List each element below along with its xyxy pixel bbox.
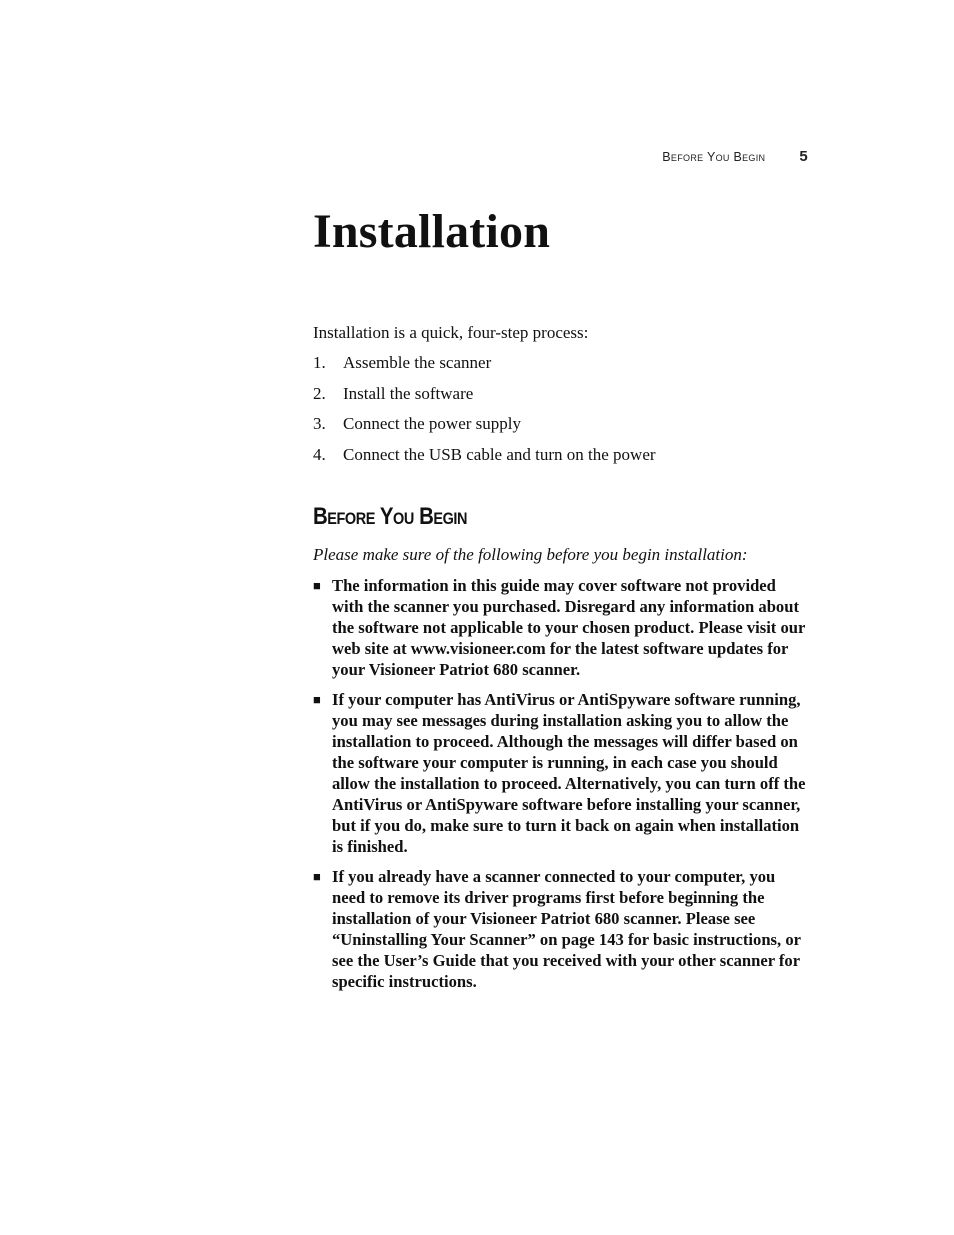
square-bullet-icon: ■ — [313, 691, 321, 707]
prerequisites-list — [313, 575, 809, 992]
section-lead: Please make sure of the following before you begin installation: — [313, 544, 748, 564]
square-bullet-icon: ■ — [313, 577, 321, 593]
page-number: 5 — [799, 148, 808, 165]
list-item — [313, 689, 809, 857]
section-heading: Before You Begin — [313, 502, 468, 530]
list-item — [313, 383, 809, 405]
step-text: Connect the USB cable and turn on the power — [343, 444, 656, 464]
running-header-section: Before You Begin — [662, 150, 766, 164]
step-number: 1. — [313, 353, 326, 372]
note-text: The information in this guide may cover software not provided with the scanner you purchased. Disregard any information about the software not applicable to your chosen product. Please visit our web site at www.visioneer.com for the latest software updates for your Visioneer Patriot 680 scanner. — [332, 575, 806, 679]
list-item — [313, 444, 809, 466]
running-header — [662, 148, 808, 165]
step-text: Assemble the scanner — [343, 353, 492, 372]
step-number: 4. — [313, 444, 326, 464]
step-text: Install the software — [343, 383, 474, 403]
step-number: 2. — [313, 383, 326, 403]
step-number: 3. — [313, 414, 326, 433]
list-item — [313, 352, 809, 374]
note-text: If you already have a scanner connected to your computer, you need to remove its driver programs first before beginning the installation of your Visioneer Patriot 680 scanner. Please see “Uninstalling Your Scanner” on page 143 for basic instructions, or see the User’s Guide that you received with your other scanner for specific instructions. — [332, 866, 801, 991]
square-bullet-icon: ■ — [313, 868, 321, 884]
intro-paragraph: Installation is a quick, four-step process: — [313, 323, 589, 342]
chapter-title: Installation — [313, 205, 551, 258]
note-text: If your computer has AntiVirus or AntiSpyware software running, you may see messages during installation asking you to allow the installation to proceed. Although the messages will differ based on the software your computer is running, in each case you should allow the installation to proceed. Alternatively, you can turn off the AntiVirus or AntiSpyware software before installing your scanner, but if you do, make sure to turn it back on again when installation is finished. — [332, 689, 806, 856]
installation-steps-list — [313, 352, 809, 466]
step-text: Connect the power supply — [343, 414, 521, 433]
list-item — [313, 575, 809, 680]
page-content — [313, 196, 809, 1001]
list-item — [313, 866, 809, 992]
list-item — [313, 413, 809, 435]
